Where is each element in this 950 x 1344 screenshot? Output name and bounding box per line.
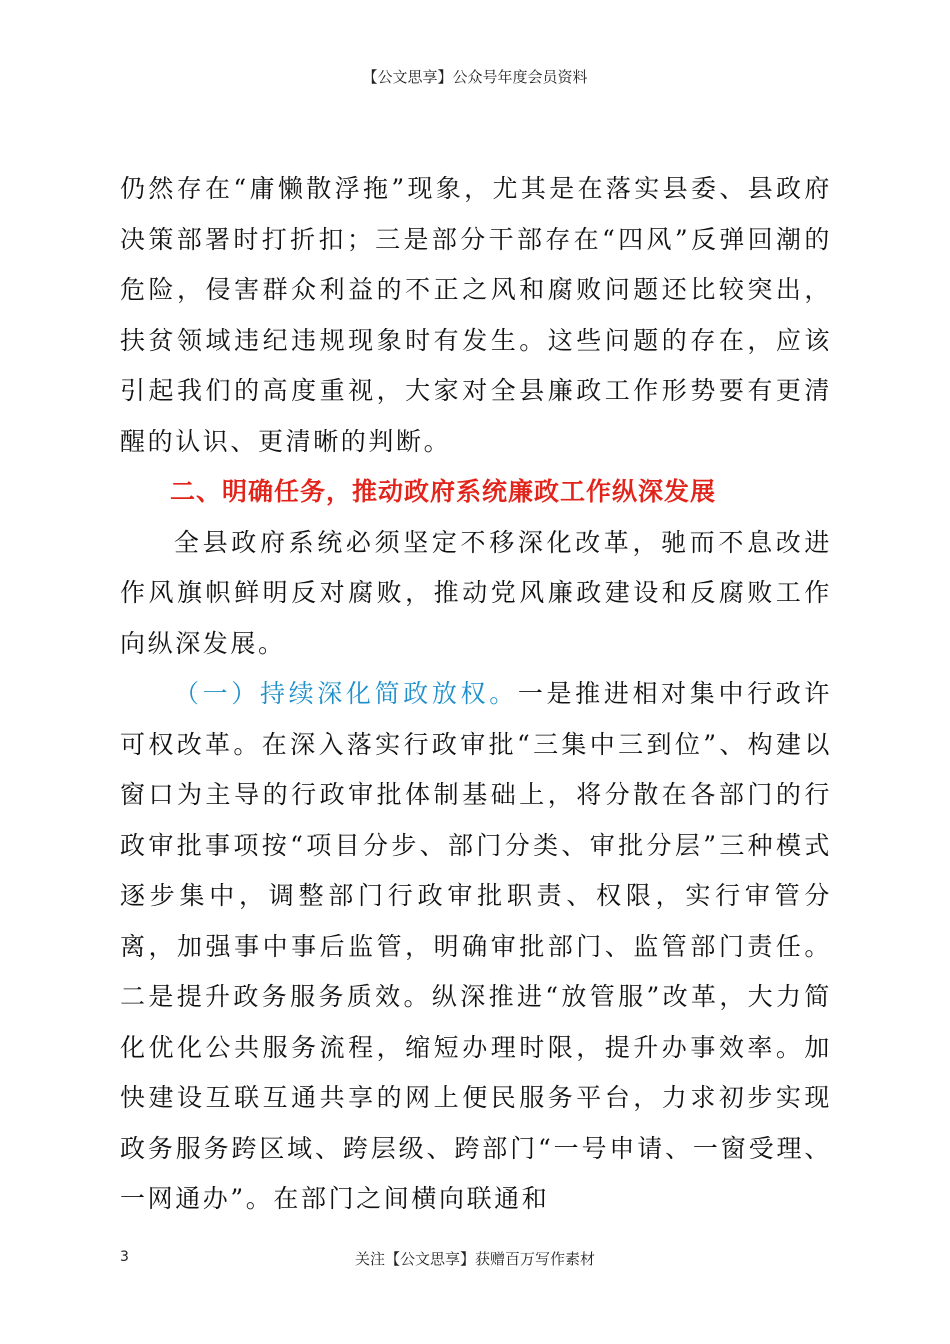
document-body xyxy=(120,164,832,1225)
section-heading-2: 二、明确任务，推动政府系统廉政工作纵深发展 xyxy=(170,477,717,506)
page-header: 【公文思享】公众号年度会员资料 xyxy=(362,68,588,86)
paragraph-3 xyxy=(120,669,832,1225)
page-number: 3 xyxy=(120,1249,129,1265)
paragraph-2: 全县政府系统必须坚定不移深化改革，驰而不息改进作风旗帜鲜明反对腐败，推动党风廉政建设和反腐败工作向纵深发展。 xyxy=(120,527,832,658)
subheading-1: （一）持续深化简政放权。 xyxy=(174,679,518,708)
paragraph-1: 仍然存在“庸懒散浮拖”现象，尤其是在落实县委、县政府决策部署时打折扣；三是部分干部存在“四风”反弹回潮的危险，侵害群众利益的不正之风和腐败问题还比较突出，扶贫领域违纪违规现象时有发生。这些问题的存在，应该引起我们的高度重视，大家对全县廉政工作形势要有更清醒的认识、更清晰的判断。 xyxy=(120,174,832,456)
page-footer: 关注【公文思享】获赠百万写作素材 xyxy=(354,1250,595,1268)
paragraph-3-text: 一是推进相对集中行政许可权改革。在深入落实行政审批“三集中三到位”、构建以窗口为主导的行政审批体制基础上，将分散在各部门的行政审批事项按“项目分步、部门分类、审批分层”三种模式逐步集中，调整部门行政审批职责、权限，实行审管分离，加强事中事后监管，明确审批部门、监管部门责任。二是提升政务服务质效。纵深推进“放管服”改革，大力简化优化公共服务流程，缩短办理时限，提升办事效率。加快建设互联互通共享的网上便民服务平台，力求初步实现政务服务跨区域、跨层级、跨部门“一号申请、一窗受理、一网通办”。在部门之间横向联通和 xyxy=(120,679,833,1213)
